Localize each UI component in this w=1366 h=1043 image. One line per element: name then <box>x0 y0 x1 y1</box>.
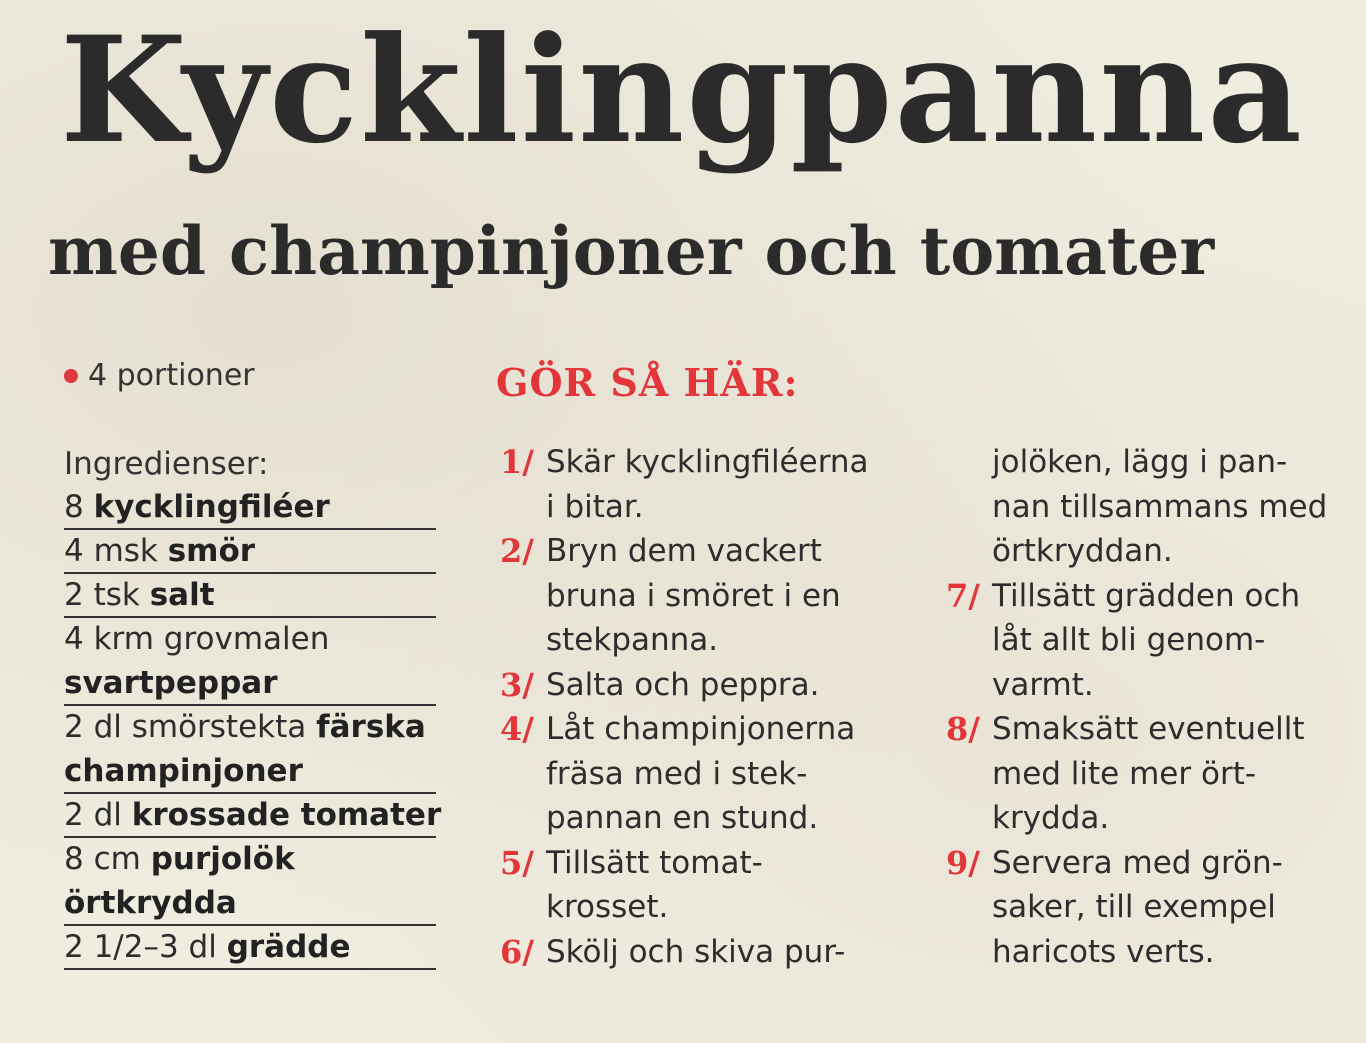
step-text: i bitar. <box>546 488 644 525</box>
ingredient-name: svartpeppar <box>64 665 278 701</box>
step-text: Salta och peppra. <box>546 666 820 703</box>
step-number: 7/ <box>946 576 980 615</box>
ingredient-amount: 4 msk <box>64 533 168 569</box>
ingredient-amount: 2 dl <box>64 797 132 833</box>
bullet-dot-icon <box>64 369 78 383</box>
ingredient-name: grädde <box>226 929 351 965</box>
ingredient-name: färska <box>316 709 426 745</box>
method-step <box>500 841 940 886</box>
ingredient-name: purjolök <box>150 841 295 877</box>
step-text: Tillsätt grädden och <box>992 577 1301 614</box>
ingredient-name: krossade tomater <box>131 797 442 833</box>
method-step <box>946 707 1356 752</box>
step-text: Servera med grön- <box>992 844 1283 881</box>
step-text: krydda. <box>992 800 1110 836</box>
step-text: Skär kycklingfiléerna <box>546 444 869 480</box>
portions-row <box>64 358 255 393</box>
step-text: fräsa med i stek- <box>546 755 808 792</box>
step-number: 2/ <box>500 532 534 570</box>
ingredient-amount: 2 tsk <box>64 577 150 613</box>
recipe-title: Kycklingpanna <box>60 5 1304 176</box>
steps-column-2 <box>946 440 1356 974</box>
method-step <box>946 841 1356 886</box>
step-text: låt allt bli genom- <box>992 622 1266 658</box>
step-number: 4/ <box>500 710 534 748</box>
ingredient-name: salt <box>149 577 215 613</box>
step-text: krosset. <box>546 889 669 925</box>
step-text: Skölj och skiva pur- <box>546 933 846 970</box>
step-text: Låt champinjonerna <box>546 711 856 747</box>
step-text: Tillsätt tomat- <box>546 844 763 881</box>
method-step <box>500 663 940 708</box>
step-text: pannan en stund. <box>546 800 819 836</box>
step-text: örtkryddan. <box>992 533 1173 569</box>
step-number: 5/ <box>500 843 534 882</box>
ingredient-item <box>64 618 436 662</box>
step-text: Smaksätt eventuellt <box>992 711 1305 747</box>
ingredient-item <box>64 926 436 970</box>
step-number: 1/ <box>500 443 534 481</box>
ingredient-item <box>64 750 436 794</box>
ingredient-name: örtkrydda <box>64 885 237 921</box>
ingredient-item <box>64 662 436 706</box>
method-step <box>500 930 940 975</box>
step-number: 8/ <box>946 710 980 748</box>
method-step <box>500 707 940 752</box>
step-text: haricots verts. <box>992 933 1215 970</box>
ingredient-amount: 2 dl smörstekta <box>64 709 317 745</box>
step-text: bruna i smöret i en <box>546 577 841 614</box>
ingredients-heading: Ingredienser: <box>64 446 269 482</box>
portions-text: 4 portioner <box>88 358 255 393</box>
method-step <box>946 574 1356 619</box>
step-text: jolöken, lägg i pan- <box>992 444 1288 480</box>
ingredient-item <box>64 882 436 926</box>
step-number: 9/ <box>946 843 980 882</box>
method-heading: GÖR SÅ HÄR: <box>496 360 799 405</box>
ingredient-item <box>64 706 436 750</box>
ingredient-item <box>64 574 436 618</box>
step-text: med lite mer ört- <box>992 755 1257 792</box>
ingredient-amount: 8 <box>64 489 94 525</box>
recipe-subtitle: med champinjoner och tomater <box>48 212 1215 290</box>
ingredient-item <box>64 530 436 574</box>
step-number: 6/ <box>500 932 534 971</box>
ingredient-amount: 8 cm <box>64 841 151 877</box>
method-step <box>500 529 940 574</box>
step-number: 3/ <box>500 665 534 704</box>
step-text: stekpanna. <box>546 622 719 658</box>
ingredient-name: champinjoner <box>64 753 303 789</box>
ingredients-list <box>64 486 442 970</box>
ingredient-item <box>64 838 436 882</box>
step-text: Bryn dem vackert <box>546 533 822 569</box>
ingredient-amount: 4 krm grovmalen <box>64 621 330 657</box>
step-text: varmt. <box>992 666 1094 703</box>
ingredient-item <box>64 794 442 838</box>
ingredient-name: smör <box>167 533 256 569</box>
steps-column-1 <box>500 440 940 974</box>
ingredient-name: kycklingfiléer <box>93 489 330 525</box>
ingredient-item <box>64 486 436 530</box>
step-text: saker, till exempel <box>992 889 1276 925</box>
method-step <box>500 440 940 485</box>
ingredient-amount: 2 1/2–3 dl <box>64 929 227 965</box>
step-text: nan tillsammans med <box>992 488 1328 525</box>
